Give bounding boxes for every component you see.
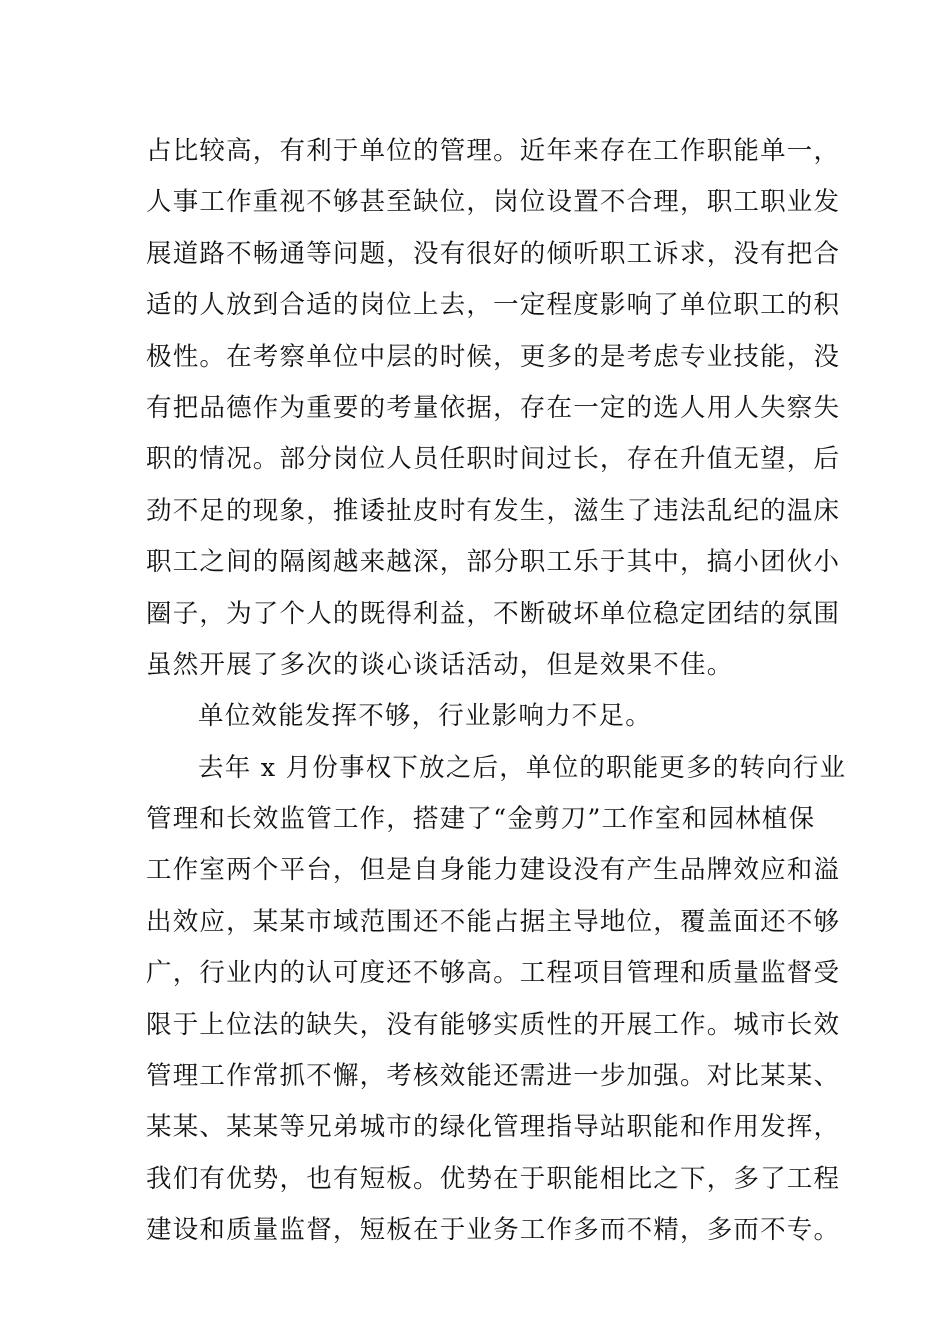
- text-line: 劲不足的现象，推诿扯皮时有发生，滋生了违法乱纪的温床: [146, 495, 841, 526]
- text-line: 管理和长效监管工作，搭建了“金剪刀”工作室和园林植保: [146, 804, 816, 835]
- text-line: 限于上位法的缺失，没有能够实质性的开展工作。城市长效: [146, 1009, 841, 1040]
- text-line: 极性。在考察单位中层的时候，更多的是考虑专业技能，没: [146, 341, 841, 372]
- text-line: 建设和质量监督，短板在于业务工作多而不精，多而不专。: [146, 1215, 841, 1246]
- text-line: 我们有优势，也有短板。优势在于职能相比之下，多了工程: [146, 1163, 841, 1194]
- text-line: 人事工作重视不够甚至缺位，岗位设置不合理，职工职业发: [146, 187, 841, 218]
- text-line: 虽然开展了多次的谈心谈话活动，但是效果不佳。: [146, 649, 734, 680]
- text-line: 圈子，为了个人的既得利益，不断破坏单位稳定团结的氛围: [146, 598, 841, 629]
- text-line: 职工之间的隔阂越来越深，部分职工乐于其中，搞小团伙小: [146, 547, 841, 578]
- section-heading: 单位效能发挥不够，行业影响力不足。: [198, 701, 652, 732]
- text-line: 出效应，某某市域范围还不能占据主导地位，覆盖面还不够: [146, 906, 841, 937]
- text-line: 职的情况。部分岗位人员任职时间过长，存在升值无望，后: [146, 444, 841, 475]
- text-line: 展道路不畅通等问题，没有很好的倾听职工诉求，没有把合: [146, 238, 841, 269]
- text-line: 工作室两个平台，但是自身能力建设没有产生品牌效应和溢: [146, 855, 841, 886]
- text-line: 适的人放到合适的岗位上去，一定程度影响了单位职工的积: [146, 290, 841, 321]
- text-line: 广，行业内的认可度还不够高。工程项目管理和质量监督受: [146, 958, 841, 989]
- text-line: 有把品德作为重要的考量依据，存在一定的选人用人失察失: [146, 392, 841, 423]
- text-line: 某某、某某等兄弟城市的绿化管理指导站职能和作用发挥，: [146, 1112, 841, 1143]
- body-text: [146, 126, 847, 1257]
- paragraph-first-line: 去年 x 月份事权下放之后，单位的职能更多的转向行业: [198, 752, 847, 783]
- text-line: 管理工作常抓不懈，考核效能还需进一步加强。对比某某、: [146, 1061, 841, 1092]
- text-line: 占比较高，有利于单位的管理。近年来存在工作职能单一，: [146, 136, 841, 166]
